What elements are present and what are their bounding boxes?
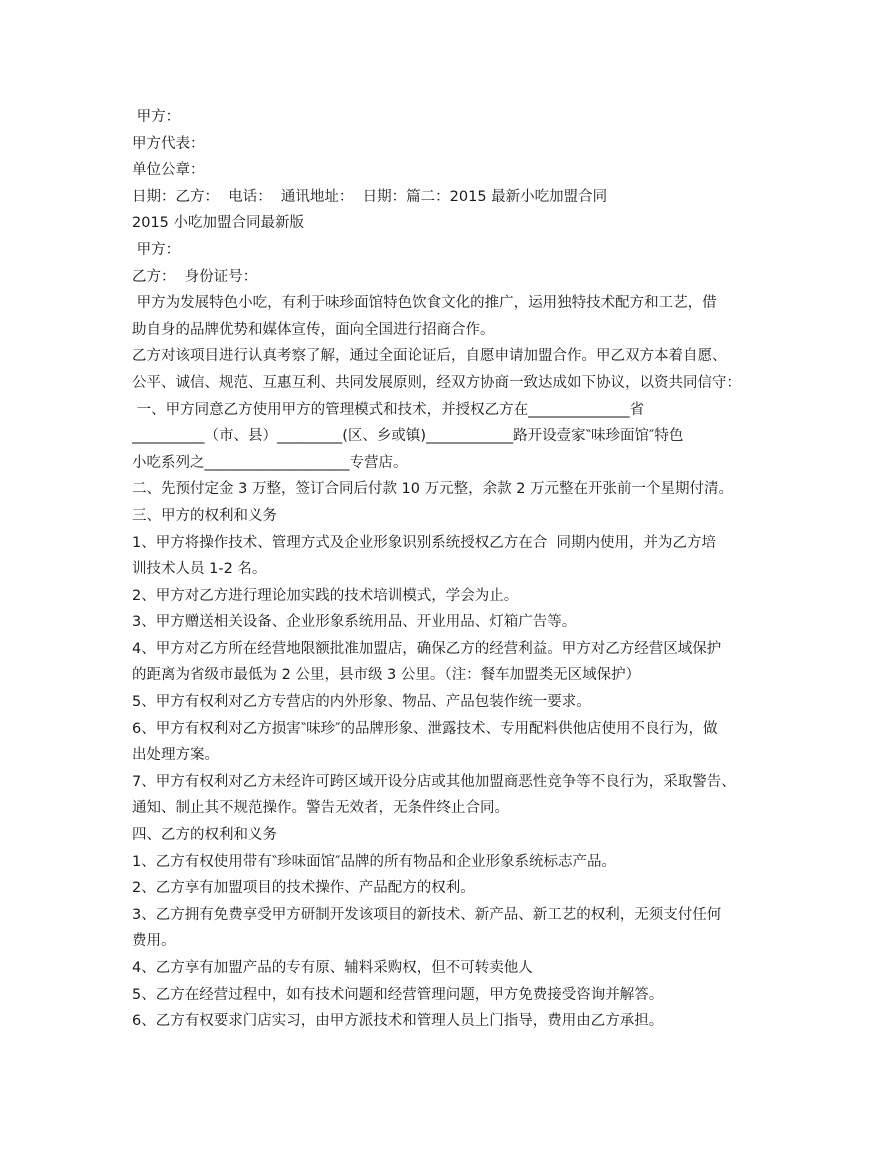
document-line: 1、甲方将操作技术、管理方式及企业形象识别系统授权乙方在合 同期内使用，并为乙方培 xyxy=(132,534,716,551)
document-line: 三、甲方的权利和义务 xyxy=(132,507,277,524)
document-line: 6、甲方有权利对乙方损害‶味珍″的品牌形象、泄露技术、专用配料供他店使用不良行为，做 xyxy=(132,720,718,737)
document-line: 费用。 xyxy=(132,933,176,950)
document-line: 乙方对该项目进行认真考察了解，通过全面论证后，自愿申请加盟合作。甲乙双方本着自愿、 xyxy=(132,348,727,365)
document-line: 助自身的品牌优势和媒体宣传，面向全国进行招商合作。 xyxy=(132,321,495,338)
document-line: 2015 小吃加盟合同最新版 xyxy=(132,215,305,232)
document-line: 甲方代表： xyxy=(132,135,205,152)
document-line: 3、乙方拥有免费享受甲方研制开发该项目的新技术、新产品、新工艺的权利，无须支付任何 xyxy=(132,906,722,923)
document-line: 二、先预付定金 3 万整，签订合同后付款 10 万元整，余款 2 万元整在开张前一个星期付清。 xyxy=(132,481,734,498)
document-line: 4、甲方对乙方所在经营地限额批准加盟店，确保乙方的经营利益。甲方对乙方经营区域保护 xyxy=(132,640,722,657)
document-line: 2、甲方对乙方进行理论加实践的技术培训模式，学会为止。 xyxy=(132,587,519,604)
document-line: 4、乙方享有加盟产品的专有原、辅料采购权，但不可转卖他人 xyxy=(132,960,533,976)
document-line: 公平、诚信、规范、互惠互利、共同发展原则，经双方协商一致达成如下协议，以资共同信守： xyxy=(132,374,741,391)
document-line: 出处理方案。 xyxy=(132,747,219,764)
document-line: 乙方： 身份证号： xyxy=(132,268,258,285)
document-line: 3、甲方赠送相关设备、企业形象系统用品、开业用品、灯箱广告等。 xyxy=(132,614,577,631)
document-line: 7、甲方有权利对乙方未经许可跨区域开设分店或其他加盟商恶性竞争等不良行为，采取警告、 xyxy=(132,773,736,790)
document-line: 日期：乙方： 电话： 通讯地址： 日期：篇二：2015 最新小吃加盟合同 xyxy=(132,188,608,205)
document-line: 小吃系列之____________________专营店。 xyxy=(132,454,408,471)
document-line: 2、乙方享有加盟项目的技术操作、产品配方的权利。 xyxy=(132,880,475,897)
document-line: 甲方为发展特色小吃，有利于味珍面馆特色饮食文化的推广，运用独特技术配方和工艺，借 xyxy=(132,295,717,312)
document-line: __________（市、县）_________(区、乡或镇)____________路开设壹家‶味珍面馆″特色 xyxy=(132,428,684,445)
document-line: 5、甲方有权利对乙方专营店的内外形象、物品、产品包装作统一要求。 xyxy=(132,694,591,711)
document-line: 甲方： xyxy=(132,109,181,125)
document-line: 甲方： xyxy=(132,241,181,258)
document-line: 一、甲方同意乙方使用甲方的管理模式和技术，并授权乙方在______________省 xyxy=(132,401,645,418)
document-line: 5、乙方在经营过程中，如有技术问题和经营管理问题，甲方免费接受咨询并解答。 xyxy=(132,986,664,1003)
document-line: 训技术人员 1-2 名。 xyxy=(132,561,267,578)
document-line: 1、乙方有权使用带有‶珍味面馆″品牌的所有物品和企业形象系统标志产品。 xyxy=(132,853,617,870)
document-line: 四、乙方的权利和义务 xyxy=(132,827,277,844)
document-line: 的距离为省级市最低为 2 公里，县市级 3 公里。（注：餐车加盟类无区域保护） xyxy=(132,667,641,684)
document-line: 通知、制止其不规范操作。警告无效者，无条件终止合同。 xyxy=(132,800,509,817)
document-body xyxy=(132,104,782,1035)
document-line: 单位公章： xyxy=(132,162,205,179)
document-line: 6、乙方有权要求门店实习，由甲方派技术和管理人员上门指导，费用由乙方承担。 xyxy=(132,1013,664,1030)
